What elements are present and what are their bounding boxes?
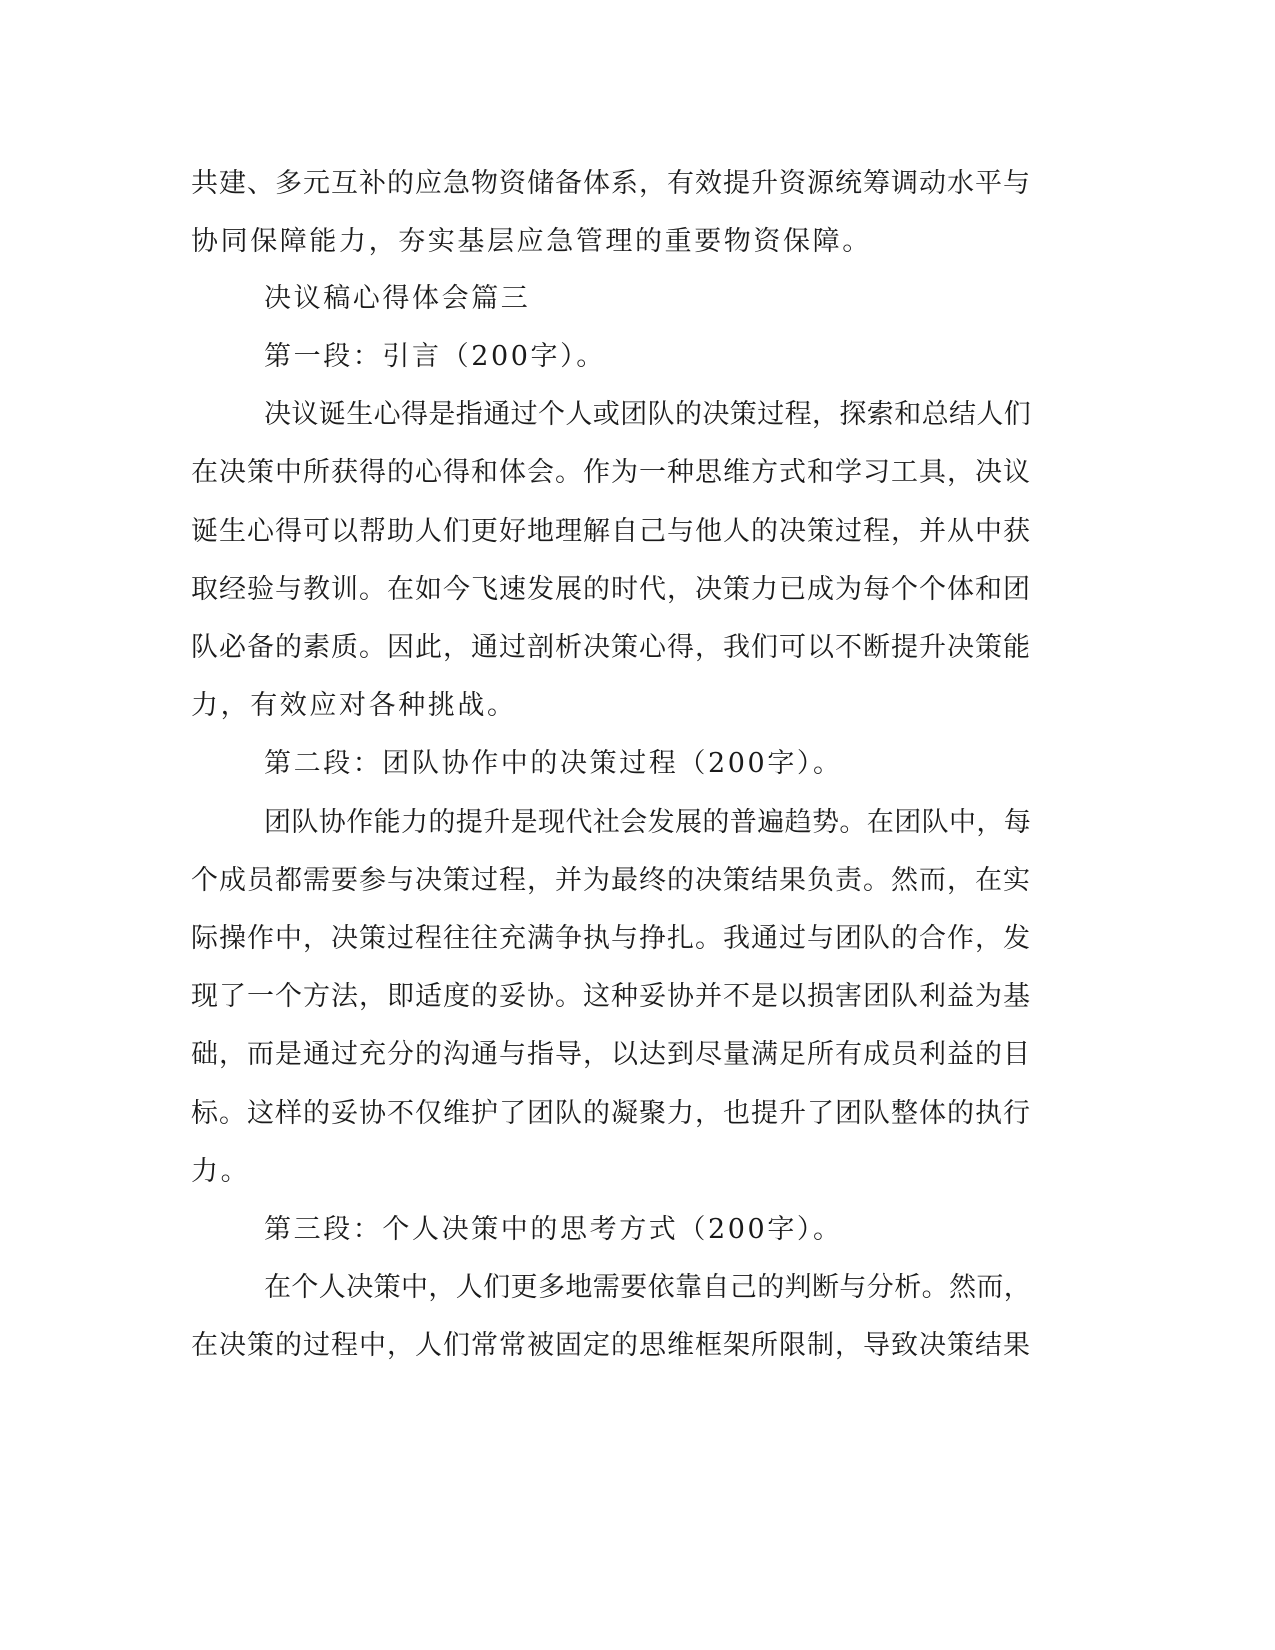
- body-line: 个成员都需要参与决策过程，并为最终的决策结果负责。然而，在实: [191, 865, 1031, 896]
- body-line: 标。这样的妥协不仅维护了团队的凝聚力，也提升了团队整体的执行: [191, 1098, 1031, 1129]
- body-line: 协同保障能力，夯实基层应急管理的重要物资保障。: [191, 226, 872, 257]
- body-line: 在决策中所获得的心得和体会。作为一种思维方式和学习工具，决议: [191, 457, 1031, 488]
- body-line: 诞生心得可以帮助人们更好地理解自己与他人的决策过程，并从中获: [191, 516, 1031, 547]
- body-line: 在个人决策中，人们更多地需要依靠自己的判断与分析。然而，: [264, 1272, 1032, 1303]
- body-line: 队必备的素质。因此，通过剖析决策心得，我们可以不断提升决策能: [191, 632, 1031, 663]
- body-line: 础，而是通过充分的沟通与指导，以达到尽量满足所有成员利益的目: [191, 1039, 1031, 1070]
- paragraph-heading: 第二段：团队协作中的决策过程（200字）。: [264, 748, 843, 779]
- body-line: 取经验与教训。在如今飞速发展的时代，决策力已成为每个个体和团: [191, 574, 1031, 605]
- body-line: 现了一个方法，即适度的妥协。这种妥协并不是以损害团队利益为基: [191, 981, 1031, 1012]
- body-line: 力，有效应对各种挑战。: [191, 690, 517, 721]
- body-line: 团队协作能力的提升是现代社会发展的普遍趋势。在团队中，每: [264, 807, 1032, 838]
- paragraph-heading: 第三段：个人决策中的思考方式（200字）。: [264, 1214, 843, 1245]
- body-line: 际操作中，决策过程往往充满争执与挣扎。我通过与团队的合作，发: [191, 923, 1031, 954]
- body-line: 在决策的过程中，人们常常被固定的思维框架所限制，导致决策结果: [191, 1330, 1031, 1361]
- body-line: 决议诞生心得是指通过个人或团队的决策过程，探索和总结人们: [264, 399, 1032, 430]
- paragraph-heading: 第一段：引言（200字）。: [264, 341, 606, 372]
- section-title: 决议稿心得体会篇三: [264, 283, 531, 314]
- body-line: 力。: [191, 1156, 251, 1187]
- body-line: 共建、多元互补的应急物资储备体系，有效提升资源统筹调动水平与: [191, 168, 1031, 199]
